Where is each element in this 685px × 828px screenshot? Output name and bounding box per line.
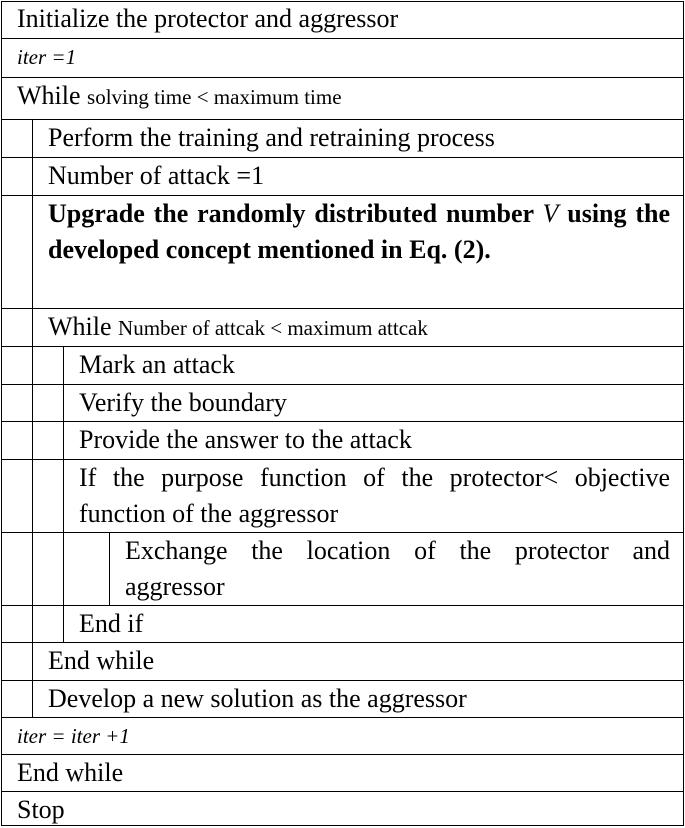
attack-count-step: Number of attack =1 xyxy=(48,161,265,190)
inner-while-step xyxy=(48,309,670,346)
flow-row xyxy=(1,642,684,681)
outer-while-step xyxy=(17,78,670,115)
flow-row xyxy=(1,717,684,755)
flow-row xyxy=(1,532,684,606)
flow-row xyxy=(1,195,684,309)
flow-row xyxy=(1,791,684,827)
flow-row xyxy=(1,119,684,158)
provide-answer-step: Provide the answer to the attack xyxy=(79,425,412,454)
nesting-bar xyxy=(32,347,33,385)
flow-row xyxy=(1,38,684,78)
flow-row xyxy=(1,346,684,385)
while-keyword: While xyxy=(48,312,112,341)
nesting-bar xyxy=(32,533,33,606)
exchange-step: Exchange the location of the protector and aggressor xyxy=(125,536,670,601)
upgrade-step xyxy=(48,196,670,268)
iter-init-step: iter =1 xyxy=(17,45,77,69)
algorithm-flowchart xyxy=(1,1,684,826)
flow-row xyxy=(1,680,684,718)
flow-row xyxy=(1,605,684,643)
mark-attack-step: Mark an attack xyxy=(79,350,235,379)
nesting-bar xyxy=(32,385,33,422)
end-if-step: End if xyxy=(79,609,144,638)
flow-row xyxy=(1,421,684,460)
develop-solution-step: Develop a new solution as the aggressor xyxy=(48,684,467,713)
nesting-bar xyxy=(32,460,33,533)
end-outer-while-step: End while xyxy=(17,758,124,787)
flow-row xyxy=(1,308,684,347)
flow-row xyxy=(1,77,684,120)
flow-row xyxy=(1,754,684,792)
upgrade-text-a: Upgrade the randomly distributed number xyxy=(48,199,534,228)
flow-row xyxy=(1,1,684,38)
while-condition: solving time < maximum time xyxy=(87,85,342,109)
flow-row xyxy=(1,459,684,533)
flow-row xyxy=(1,157,684,196)
nesting-bar xyxy=(32,606,33,643)
nesting-bar xyxy=(32,422,33,460)
upgrade-text-b: using the developed concept mentioned in Eq. (2). xyxy=(48,199,671,264)
init-step: Initialize the protector and aggressor xyxy=(17,4,399,33)
verify-boundary-step: Verify the boundary xyxy=(79,388,287,417)
flow-row xyxy=(1,384,684,422)
while-condition: Number of attcak < maximum attcak xyxy=(118,316,428,340)
stop-step: Stop xyxy=(17,795,65,824)
if-step: If the purpose function of the protector< objective function of the aggressor xyxy=(79,463,670,528)
upgrade-symbol: V xyxy=(542,199,559,228)
iter-increment-step: iter = iter +1 xyxy=(17,724,130,748)
nesting-bar xyxy=(63,533,64,606)
while-keyword: While xyxy=(17,81,81,110)
training-step: Perform the training and retraining process xyxy=(48,123,495,152)
end-inner-while-step: End while xyxy=(48,646,155,675)
